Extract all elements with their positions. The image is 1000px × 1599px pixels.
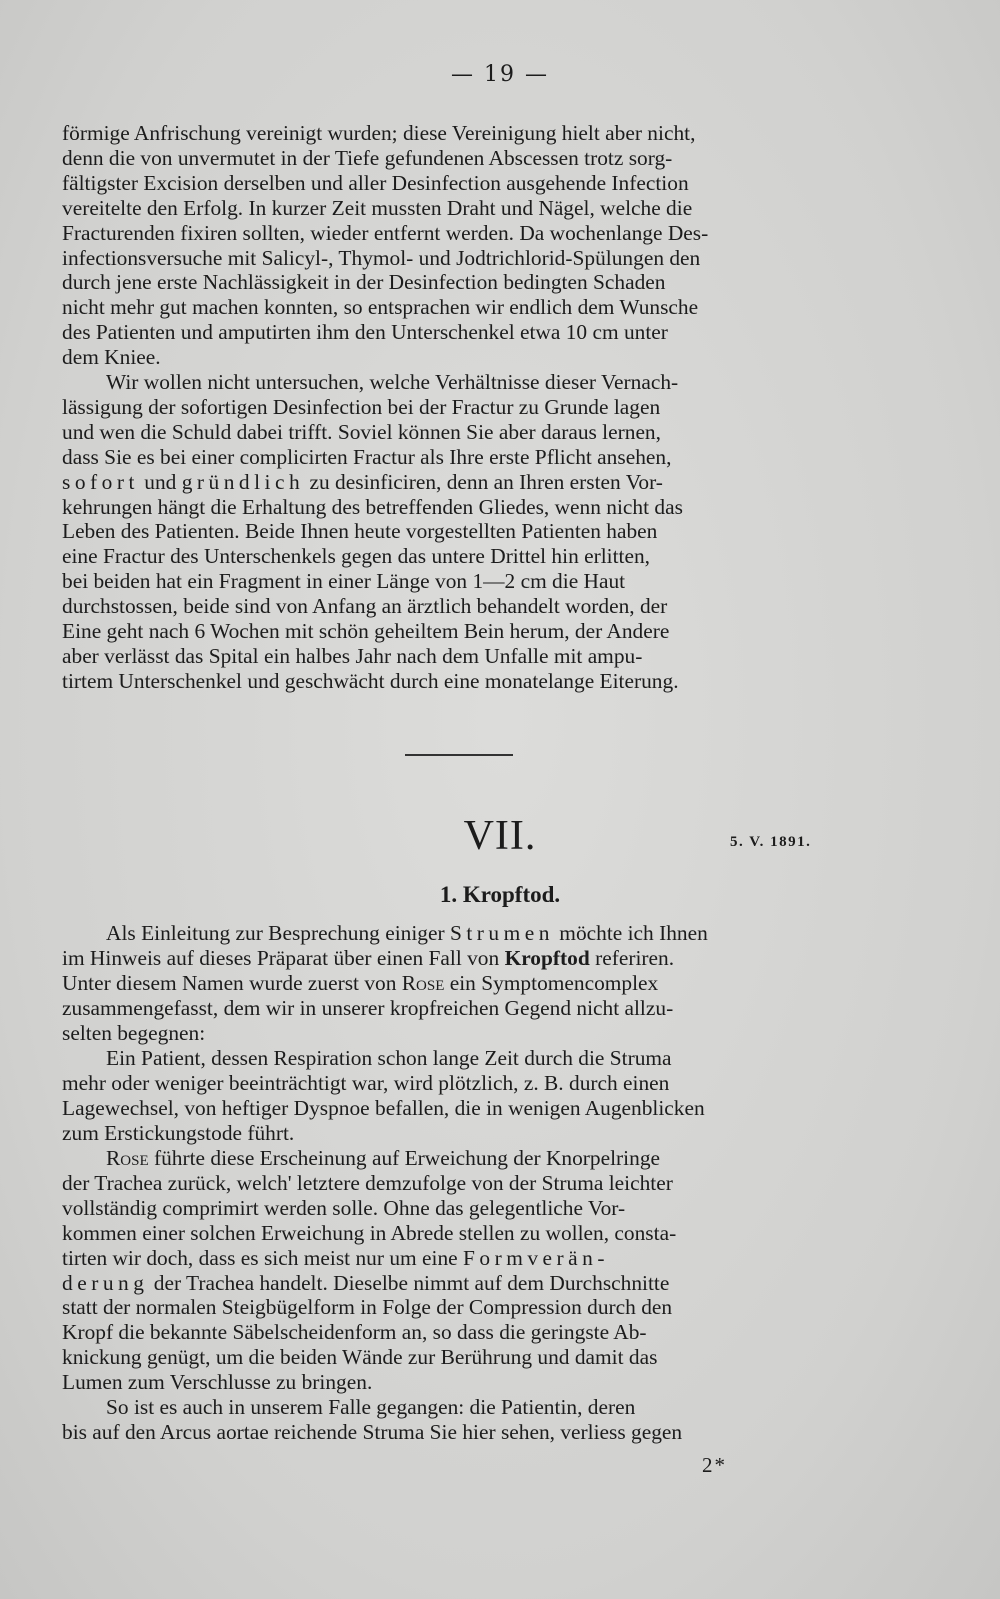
text-line: kehrungen hängt die Erhaltung des betreffenden Gliedes, wenn nicht das (62, 494, 683, 519)
text-line: Eine geht nach 6 Wochen mit schön geheiltem Bein herum, der Andere (62, 619, 670, 644)
text-line: tirtem Unterschenkel und geschwächt durch eine monatelange Eiterung. (62, 668, 679, 693)
text-line: Lumen zum Verschlusse zu bringen. (62, 1370, 373, 1395)
text-line: statt der normalen Steigbügelform in Folge der Compression durch den (62, 1295, 673, 1320)
page-header: — 19 — (451, 62, 549, 87)
text-line: kommen einer solchen Erweichung in Abrede stellen zu wollen, consta- (62, 1220, 677, 1245)
paragraph-5 (62, 1146, 857, 1395)
printer-signature: 2* (702, 1453, 727, 1477)
text-line: vollständig comprimirt werden solle. Ohne das gelegentliche Vor- (62, 1195, 626, 1220)
chapter-number: VII. (463, 813, 537, 859)
emphasis-spaced: Strumen (449, 921, 554, 945)
text-span: führte diese Erscheinung auf Erweichung der Knorpelringe (148, 1146, 661, 1170)
text-line: selten begegnen: (62, 1020, 206, 1045)
paragraph-2 (62, 370, 857, 694)
text-span: tirten wir doch, dass es sich meist nur um eine (62, 1245, 463, 1270)
text-line: Wir wollen nicht untersuchen, welche Verhältnisse dieser Vernach- (106, 370, 679, 394)
text-span: Unter diesem Namen wurde zuerst von (62, 970, 402, 995)
text-line: denn die von unvermutet in der Tiefe gefundenen Abscessen trotz sorg- (62, 145, 673, 170)
text-line: nicht mehr gut machen konnten, so entsprachen wir endlich dem Wunsche (62, 295, 699, 320)
text-line (62, 971, 857, 996)
emphasis-spaced: derung (62, 1270, 149, 1295)
text-line: aber verlässt das Spital ein halbes Jahr nach dem Unfalle mit ampu- (62, 643, 643, 668)
text-line: Leben des Patienten. Beide Ihnen heute vorgestellten Patienten haben (62, 519, 658, 544)
paragraph-3 (62, 921, 857, 1046)
text-line: Fracturenden fixiren sollten, wieder entfernt werden. Da wochenlange Des- (62, 220, 709, 245)
text-line: Lagewechsel, von heftiger Dyspnoe befallen, die in wenigen Augenblicken (62, 1095, 705, 1120)
text-line: Ein Patient, dessen Respiration schon lange Zeit durch die Struma (106, 1046, 672, 1070)
text-span: und (138, 469, 182, 494)
chapter-date: 5. V. 1891. (730, 834, 812, 850)
paragraph-1 (62, 121, 857, 370)
emphasis-bold: Kropftod (504, 945, 590, 970)
emphasis-spaced: gründlich (181, 469, 305, 494)
text-line: Kropf die bekannte Säbelscheidenform an, so dass die geringste Ab- (62, 1320, 647, 1345)
text-line: vereitelte den Erfolg. In kurzer Zeit mussten Draht und Nägel, welche die (62, 195, 693, 220)
text-line: eine Fractur des Unterschenkels gegen das untere Drittel hin erlitten, (62, 544, 651, 569)
text-span: ein Symptomencomplex (444, 970, 659, 995)
text-line: der Trachea zurück, welch' letztere demzufolge von der Struma leichter (62, 1170, 673, 1195)
paragraph-4 (62, 1046, 857, 1146)
text-line: So ist es auch in unserem Falle gegangen: die Patientin, deren (106, 1395, 636, 1419)
text-line: fältigster Excision derselben und aller Desinfection ausgehende Infection (62, 170, 689, 195)
text-line (62, 921, 857, 946)
text-line (62, 1271, 857, 1296)
text-span: zu desinficiren, denn an Ihren ersten Vor- (304, 469, 663, 494)
author-name: Rose (106, 1146, 149, 1170)
text-line: dem Kniee. (62, 345, 161, 370)
text-line: mehr oder weniger beeinträchtigt war, wird plötzlich, z. B. durch einen (62, 1070, 670, 1095)
paragraph-6 (62, 1395, 857, 1445)
text-line: zum Erstickungstode führt. (62, 1120, 295, 1145)
emphasis-spaced: Formverän- (463, 1245, 609, 1270)
text-line (62, 470, 857, 495)
text-span: im Hinweis auf dieses Präparat über einen Fall von (62, 945, 505, 970)
text-line: knickung genügt, um die beiden Wände zur Berührung und damit das (62, 1345, 658, 1370)
text-span: der Trachea handelt. Dieselbe nimmt auf dem Durchschnitte (148, 1270, 670, 1295)
author-name: Rose (401, 970, 445, 995)
text-line (62, 946, 857, 971)
text-line: zusammengefasst, dem wir in unserer kropfreichen Gegend nicht allzu- (62, 995, 674, 1020)
text-line: bei beiden hat ein Fragment in einer Länge von 1—2 cm die Haut (62, 569, 626, 594)
text-line: lässigung der sofortigen Desinfection bei der Fractur zu Grunde lagen (62, 394, 661, 419)
text-span: Als Einleitung zur Besprechung einiger (106, 921, 450, 945)
text-line: durch jene erste Nachlässigkeit in der Desinfection bedingten Schaden (62, 270, 666, 295)
text-line (62, 1246, 857, 1271)
text-line: förmige Anfrischung vereinigt wurden; diese Vereinigung hielt aber nicht, (62, 121, 696, 145)
text-line: bis auf den Arcus aortae reichende Struma Sie hier sehen, verliess gegen (62, 1419, 683, 1444)
text-line: dass Sie es bei einer complicirten Fractur als Ihre erste Pflicht ansehen, (62, 444, 672, 469)
text-line: infectionsversuche mit Salicyl-, Thymol- und Jodtrichlorid-Spülungen den (62, 245, 701, 270)
text-span: möchte ich Ihnen (553, 921, 708, 945)
emphasis-spaced: sofort (62, 469, 139, 494)
text-line: durchstossen, beide sind von Anfang an ärztlich behandelt worden, der (62, 594, 668, 619)
text-line (62, 1146, 857, 1171)
text-line: des Patienten und amputirten ihm den Unterschenkel etwa 10 cm unter (62, 320, 668, 345)
text-span: referiren. (589, 945, 675, 970)
section-title: 1. Kropftod. (439, 882, 561, 907)
section-divider (405, 754, 513, 756)
text-line: und wen die Schuld dabei trifft. Soviel können Sie aber daraus lernen, (62, 419, 661, 444)
